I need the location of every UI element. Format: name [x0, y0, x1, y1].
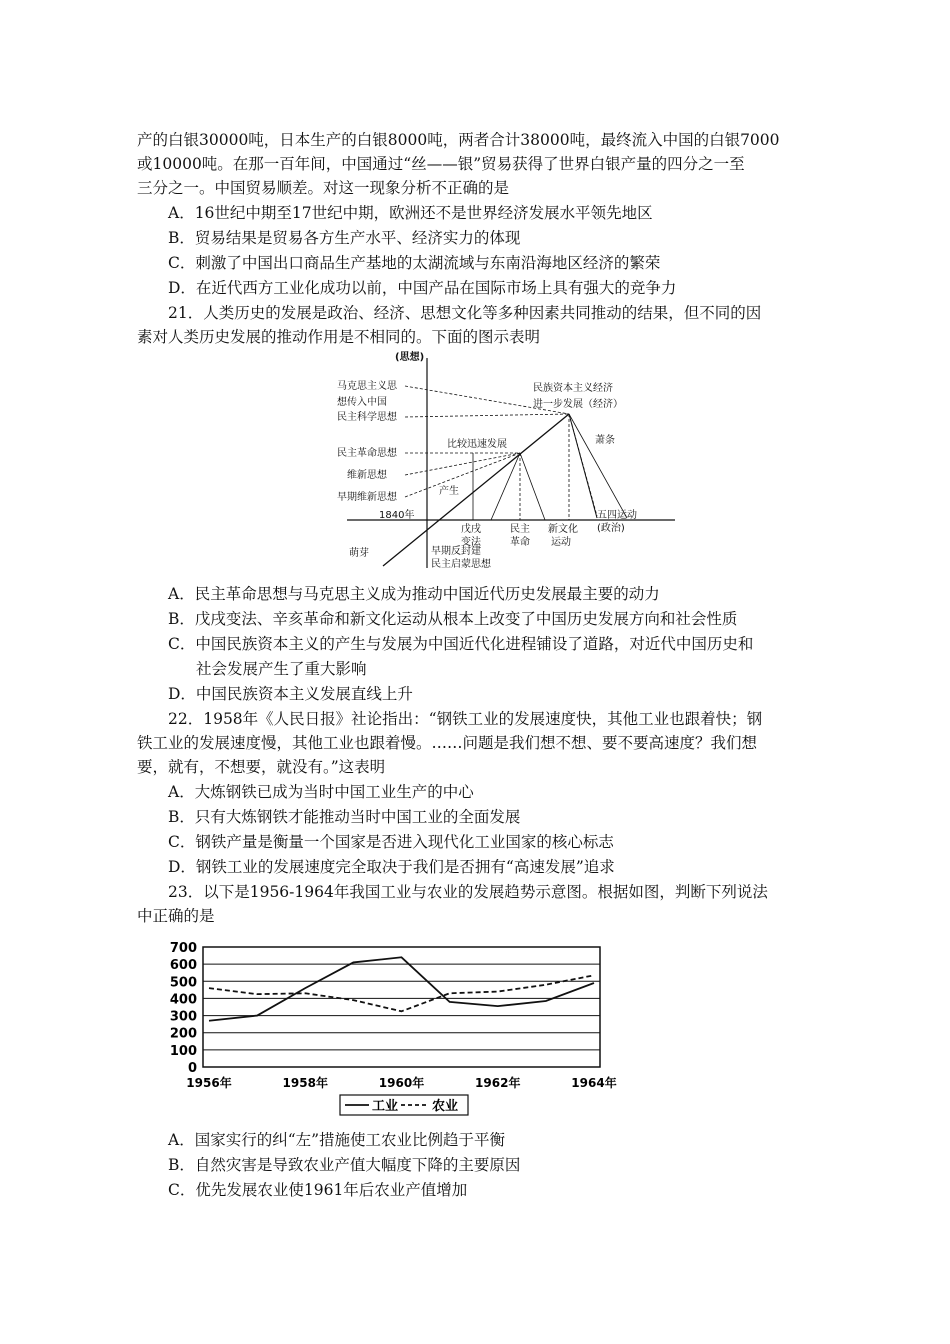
diagram-right-label: 进一步发展（经济） [533, 399, 623, 410]
q23-stem-line: 23．以下是1956-1964年我国工业与农业的发展趋势示意图。根据如图，判断下列说法 [168, 883, 768, 901]
legend-agriculture-label: 农业 [432, 1099, 459, 1114]
q21-option-c-cont[interactable]: 社会发展产生了重大影响 [196, 660, 367, 678]
q21-diagram [335, 348, 685, 573]
q20-stem-line: 或10000吨。在那一百年间，中国通过“丝——银”贸易获得了世界白银产量的四分之一至 [137, 155, 745, 173]
q21-option-b[interactable]: B．戊戌变法、辛亥革命和新文化运动从根本上改变了中国历史发展方向和社会性质 [168, 610, 738, 628]
diagram-bottom-label: 戊戌 [461, 524, 481, 535]
q22-option-b[interactable]: B．只有大炼钢铁才能推动当时中国工业的全面发展 [168, 808, 521, 826]
q23-line-chart [165, 935, 617, 1120]
q23-option-c[interactable]: C．优先发展农业使1961年后农业产值增加 [168, 1181, 468, 1199]
q22-stem-line: 要，就有，不想要，就没有。”这表明 [137, 758, 386, 776]
y-tick-label: 0 [187, 1061, 197, 1076]
diagram-fast-label: 比较迅速发展 [447, 439, 507, 450]
diagram-bottom-label: 革命 [510, 537, 530, 548]
diagram-right-label: 民族资本主义经济 [533, 383, 613, 394]
q22-option-c[interactable]: C．钢铁产量是衡量一个国家是否进入现代化工业国家的核心标志 [168, 833, 614, 851]
diagram-bottom-label: 新文化 [548, 524, 578, 535]
q20-option-d[interactable]: D．在近代西方工业化成功以前，中国产品在国际市场上具有强大的竞争力 [168, 279, 677, 297]
diagram-bottom-label: 变法 [461, 537, 481, 548]
y-tick-label: 500 [169, 975, 197, 991]
y-tick-label: 300 [169, 1009, 197, 1025]
diagram-may4-label: 五四运动 [597, 510, 637, 521]
x-tick-label: 1956年 [186, 1076, 232, 1090]
q20-option-c[interactable]: C．刺激了中国出口商品生产基地的太湖流域与东南沿海地区经济的繁荣 [168, 254, 661, 272]
q22-stem-line: 铁工业的发展速度慢，其他工业也跟着慢。……问题是我们想不想、要不要高速度？我们想 [137, 734, 758, 752]
diagram-left-label: 想传入中国 [337, 397, 387, 408]
diagram-bottom-label: 运动 [551, 537, 571, 548]
q20-option-b[interactable]: B．贸易结果是贸易各方生产水平、经济实力的体现 [168, 229, 521, 247]
x-tick-label: 1958年 [282, 1076, 328, 1090]
x-tick-label: 1962年 [475, 1076, 521, 1090]
q22-stem-line: 22．1958年《人民日报》社论指出：“钢铁工业的发展速度快，其他工业也跟着快；钢 [168, 710, 763, 728]
chart-legend [340, 1095, 468, 1115]
y-tick-label: 100 [169, 1043, 197, 1059]
x-tick-label: 1960年 [378, 1076, 425, 1090]
q20-stem-line: 产的白银30000吨，日本生产的白银8000吨，两者合计38000吨，最终流入中国的白银7000 [137, 131, 780, 149]
q21-option-c[interactable]: C．中国民族资本主义的产生与发展为中国近代化进程铺设了道路，对近代中国历史和 [168, 635, 754, 653]
diagram-bottom-label: 民主启蒙思想 [431, 559, 491, 570]
diagram-left-label: 民主科学思想 [337, 412, 397, 423]
q23-option-b[interactable]: B．自然灾害是导致农业产值大幅度下降的主要原因 [168, 1156, 521, 1174]
diagram-decline-label: 萧条 [595, 435, 615, 446]
q22-option-d[interactable]: D．钢铁工业的发展速度完全取决于我们是否拥有“高速发展”追求 [168, 858, 615, 876]
q21-option-a[interactable]: A．民主革命思想与马克思主义成为推动中国近代历史发展最主要的动力 [168, 585, 660, 603]
q21-stem-line: 素对人类历史发展的推动作用是不相同的。下面的图示表明 [137, 328, 541, 346]
diagram-year-label: 1840年 [379, 510, 415, 521]
diagram-bottom-label: 早期反封建 [431, 546, 481, 557]
q21-option-d[interactable]: D．中国民族资本主义发展直线上升 [168, 685, 413, 703]
y-tick-label: 600 [169, 958, 197, 974]
diagram-birth-label: 产生 [439, 486, 459, 497]
q20-option-a[interactable]: A．16世纪中期至17世纪中期，欧洲还不是世界经济发展水平领先地区 [168, 204, 653, 222]
q23-option-a[interactable]: A．国家实行的纠“左”措施使工农业比例趋于平衡 [168, 1131, 506, 1149]
q22-option-a[interactable]: A．大炼钢铁已成为当时中国工业生产的中心 [168, 783, 474, 801]
x-tick-label: 1964年 [571, 1076, 617, 1090]
diagram-left-label: 维新思想 [347, 470, 387, 481]
diagram-left-label: 马克思主义思 [337, 381, 397, 392]
chart-plot-frame [203, 947, 600, 1067]
diagram-sprout-label: 萌芽 [349, 548, 369, 559]
diagram-axis-label: (思想) [395, 352, 425, 363]
legend-industry-label: 工业 [372, 1099, 399, 1114]
q21-stem-line: 21．人类历史的发展是政治、经济、思想文化等多种因素共同推动的结果，但不同的因 [168, 304, 762, 322]
q20-stem-line: 三分之一。中国贸易顺差。对这一现象分析不正确的是 [137, 179, 510, 197]
diagram-left-label: 早期维新思想 [337, 492, 397, 503]
diagram-politics-label: (政治) [597, 523, 625, 534]
y-tick-label: 400 [169, 992, 197, 1008]
y-tick-label: 700 [169, 941, 197, 956]
y-tick-label: 200 [169, 1026, 197, 1042]
diagram-left-label: 民主革命思想 [337, 448, 397, 459]
q23-stem-line: 中正确的是 [137, 907, 215, 925]
series-agriculture-line [209, 975, 594, 1011]
diagram-bottom-label: 民主 [510, 524, 530, 535]
